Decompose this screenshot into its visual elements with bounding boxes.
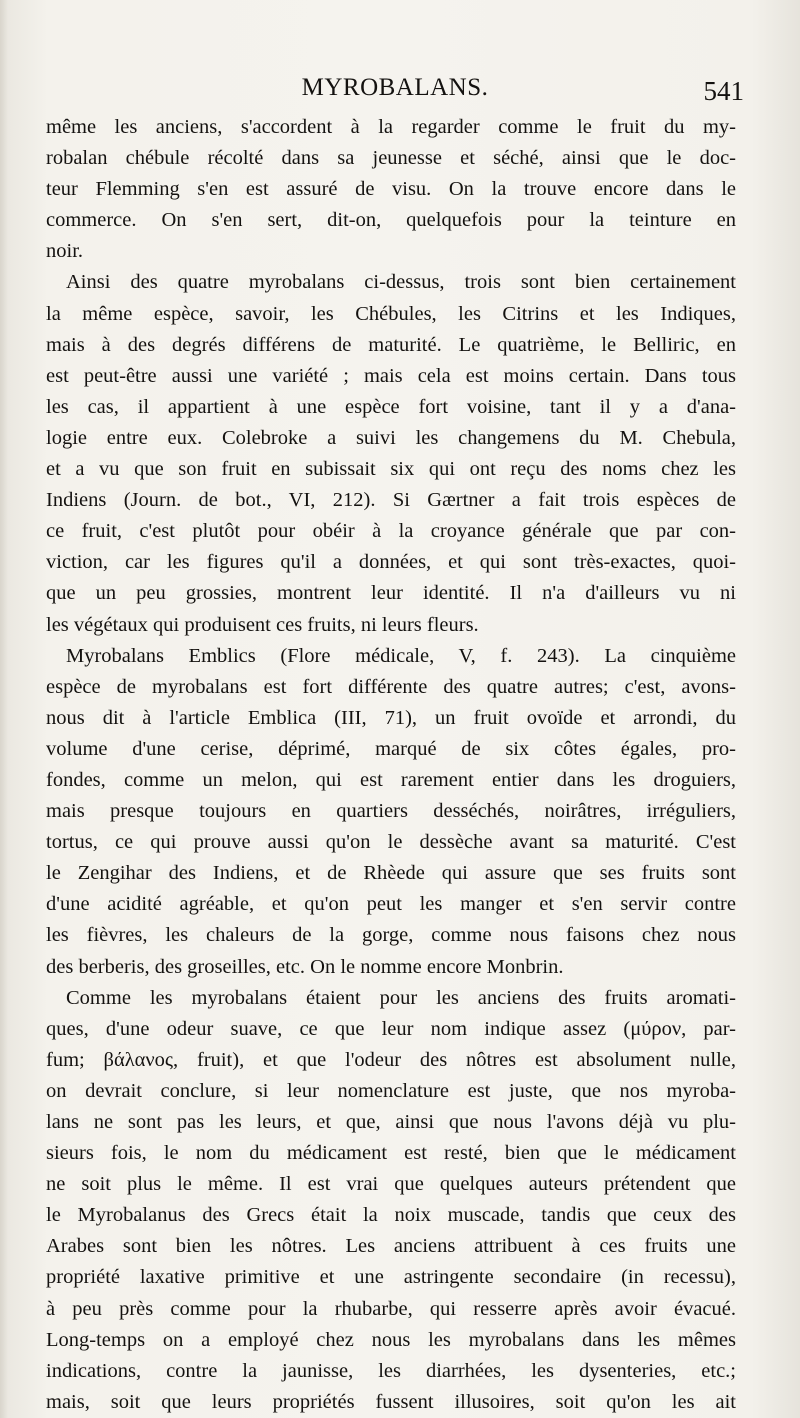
text-line: ne soit plus le même. Il est vrai que quelques auteurs prétendent que: [46, 1173, 736, 1196]
text-line: Indiens (Journ. de bot., VI, 212). Si Gærtner a fait trois espèces de: [46, 489, 736, 512]
text-line: les végétaux qui produisent ces fruits, ni leurs fleurs.: [46, 613, 479, 636]
text-line: est peut-être aussi une variété ; mais cela est moins certain. Dans tous: [46, 364, 736, 387]
text-line: ce fruit, c'est plutôt pour obéir à la croyance générale que par con-: [46, 520, 736, 543]
text-line: indications, contre la jaunisse, les diarrhées, les dysenteries, etc.;: [46, 1359, 736, 1382]
text-line: fondes, comme un melon, qui est rarement entier dans les droguiers,: [46, 768, 736, 791]
text-line: espèce de myrobalans est fort différente des quatre autres; c'est, avons-: [46, 675, 736, 698]
text-line: commerce. On s'en sert, dit-on, quelquefois pour la teinture en: [46, 209, 736, 232]
text-line: viction, car les figures qu'il a données, et qui sont très-exactes, quoi-: [46, 551, 736, 574]
text-line: même les anciens, s'accordent à la regarder comme le fruit du my-: [46, 116, 736, 138]
text-line: que un peu grossies, montrent leur identité. Il n'a d'ailleurs vu ni: [46, 582, 736, 605]
text-line: Ainsi des quatre myrobalans ci-dessus, trois sont bien certainement: [66, 271, 736, 294]
text-line: lans ne sont pas les leurs, et que, ainsi que nous l'avons déjà vu plu-: [46, 1111, 736, 1133]
text-line: ques, d'une odeur suave, ce que leur nom indique assez (μύρον, par-: [46, 1017, 736, 1040]
text-line: les cas, il appartient à une espèce fort voisine, tant il y a d'ana-: [46, 395, 736, 418]
text-line: sieurs fois, le nom du médicament est resté, bien que le médicament: [46, 1142, 736, 1165]
text-line: noir.: [46, 240, 84, 263]
text-line: d'une acidité agréable, et qu'on peut les manger et s'en servir contre: [46, 893, 736, 916]
page-number: 541: [703, 76, 744, 106]
text-line: robalan chébule récolté dans sa jeunesse et séché, ainsi que le doc-: [46, 147, 736, 170]
text-line: des berberis, des groseilles, etc. On le nomme encore Monbrin.: [46, 955, 564, 978]
text-line: mais, soit que leurs propriétés fussent illusoires, soit qu'on les ait: [46, 1390, 736, 1413]
running-title: MYROBALANS.: [301, 74, 489, 101]
text-line: propriété laxative primitive et une astringente secondaire (in recessu),: [46, 1266, 736, 1289]
text-line: Long-temps on a employé chez nous les myrobalans dans les mêmes: [46, 1328, 736, 1351]
text-line: mais presque toujours en quartiers desséchés, noirâtres, irréguliers,: [46, 800, 736, 823]
text-line: le Myrobalanus des Grecs était la noix muscade, tandis que ceux des: [46, 1204, 736, 1227]
page-header: [46, 74, 744, 114]
text-line: Comme les myrobalans étaient pour les anciens des fruits aromati-: [66, 986, 736, 1009]
text-line: on devrait conclure, si leur nomenclature est juste, que nos myroba-: [46, 1079, 736, 1102]
text-line: et a vu que son fruit en subissait six qui ont reçu des noms chez les: [46, 458, 736, 481]
text-line: Myrobalans Emblics (Flore médicale, V, f. 243). La cinquième: [66, 644, 736, 667]
text-line: fum; βάλανος, fruit), et que l'odeur des nôtres est absolument nulle,: [46, 1048, 736, 1071]
text-line: la même espèce, savoir, les Chébules, les Citrins et les Indiques,: [46, 302, 736, 325]
text-line: Arabes sont bien les nôtres. Les anciens attribuent à ces fruits une: [46, 1235, 736, 1258]
text-line: à peu près comme pour la rhubarbe, qui resserre après avoir évacué.: [46, 1297, 736, 1320]
body-text: [46, 112, 736, 1418]
text-line: teur Flemming s'en est assuré de visu. On la trouve encore dans le: [46, 178, 736, 201]
text-line: nous dit à l'article Emblica (III, 71), un fruit ovoïde et arrondi, du: [46, 706, 736, 729]
text-line: mais à des degrés différens de maturité. Le quatrième, le Belliric, en: [46, 333, 736, 356]
text-line: les fièvres, les chaleurs de la gorge, comme nous faisons chez nous: [46, 924, 736, 947]
text-line: logie entre eux. Colebroke a suivi les changemens du M. Chebula,: [46, 426, 736, 449]
text-line: tortus, ce qui prouve aussi qu'on le dessèche avant sa maturité. C'est: [46, 831, 736, 854]
text-line: le Zengihar des Indiens, et de Rhèede qui assure que ses fruits sont: [46, 862, 736, 885]
text-line: volume d'une cerise, déprimé, marqué de six côtes égales, pro-: [46, 737, 736, 760]
